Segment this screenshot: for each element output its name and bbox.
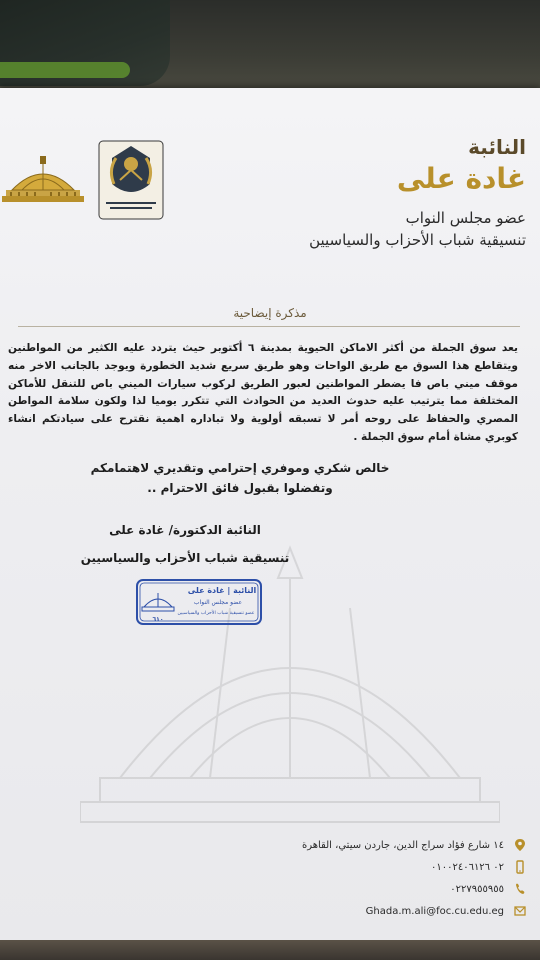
header-position: عضو مجلس النواب bbox=[405, 209, 526, 227]
mobile-phone-icon bbox=[514, 860, 526, 874]
desk-background-bottom bbox=[0, 940, 540, 960]
footer-mobile-row bbox=[206, 856, 526, 878]
header-title-line1: النائبة bbox=[468, 135, 526, 159]
footer-email[interactable]: Ghada.m.ali@foc.cu.edu.eg bbox=[365, 905, 504, 917]
memo-body: يعد سوق الجملة من أكثر الاماكن الحيوية بمدينة ٦ أكتوبر حيث يتردد عليه الكثير من المواطنين ويتقاطع هذا السوق مع طريق الواحات وهو طريق سريع شديد الخطورة ويوجد بالجانب الاخر منه موقف ميني باص فا يضطر المواطنين لعبور الطريق لركوب سيارات الميني باص للتنقل للأماكن المختلفة مما يترتيب عليه حدوث العديد من الحوادث التي تتكرر يوميا لذا ولكون سلامة المواطن المصري والحفاظ على روحه أمر لا تسبقه أولوية ولا تباداره اهمية نقترح على سيادتكم انشاء كوبري مشاة أمام سوق الجملة . bbox=[8, 342, 518, 443]
seal-emblem bbox=[98, 140, 164, 220]
letter-paper bbox=[0, 88, 540, 944]
telephone-icon bbox=[514, 882, 526, 896]
footer-contact bbox=[206, 834, 526, 922]
footer-phone[interactable]: ٠٢٢٧٩٥٥٩٥٥ bbox=[450, 883, 504, 895]
thanks-line2: وتفضلوا بقبول فائق الاحترام .. bbox=[147, 481, 333, 495]
stamp-number: ٦١٠ bbox=[152, 616, 164, 623]
signer-name: النائبة الدكتورة/ غادة على bbox=[109, 523, 261, 537]
desk-object-green-edge bbox=[0, 62, 130, 78]
email-icon bbox=[514, 904, 526, 918]
letterhead-header bbox=[266, 134, 526, 250]
signer-organization: تنسيقية شباب الأحزاب والسياسيين bbox=[80, 551, 290, 565]
footer-email-row bbox=[206, 900, 526, 922]
closing-thanks bbox=[30, 458, 450, 498]
footer-address-row bbox=[206, 834, 526, 856]
header-name: غادة على bbox=[396, 162, 526, 195]
dome-icon bbox=[2, 154, 84, 204]
footer-phone-row bbox=[206, 878, 526, 900]
thanks-line1: خالص شكري وموفري إحترامي وتقديري لاهتمامكم bbox=[90, 461, 390, 475]
official-stamp bbox=[136, 579, 262, 625]
footer-mobile[interactable]: ٠٢ ٠١٠٠٢٤٠٦١٢٦ bbox=[430, 861, 504, 873]
header-organization: تنسيقية شباب الأحزاب والسياسيين bbox=[309, 231, 526, 249]
title-divider bbox=[18, 326, 520, 327]
location-pin-icon bbox=[514, 838, 526, 852]
desk-background-top bbox=[0, 0, 540, 92]
stamp-line3: عضو تنسيقية شباب الأحزاب والسياسيين bbox=[177, 611, 255, 616]
footer-address: ١٤ شارع فؤاد سراج الدين، جاردن سيتي، القاهرة bbox=[301, 839, 504, 851]
stamp-line2: عضو مجلس النواب bbox=[193, 599, 243, 606]
signature-block bbox=[70, 516, 300, 572]
memo-title: مذكرة إيضاحية bbox=[233, 306, 307, 320]
stamp-line1: النائبة | غادة على bbox=[187, 586, 257, 595]
